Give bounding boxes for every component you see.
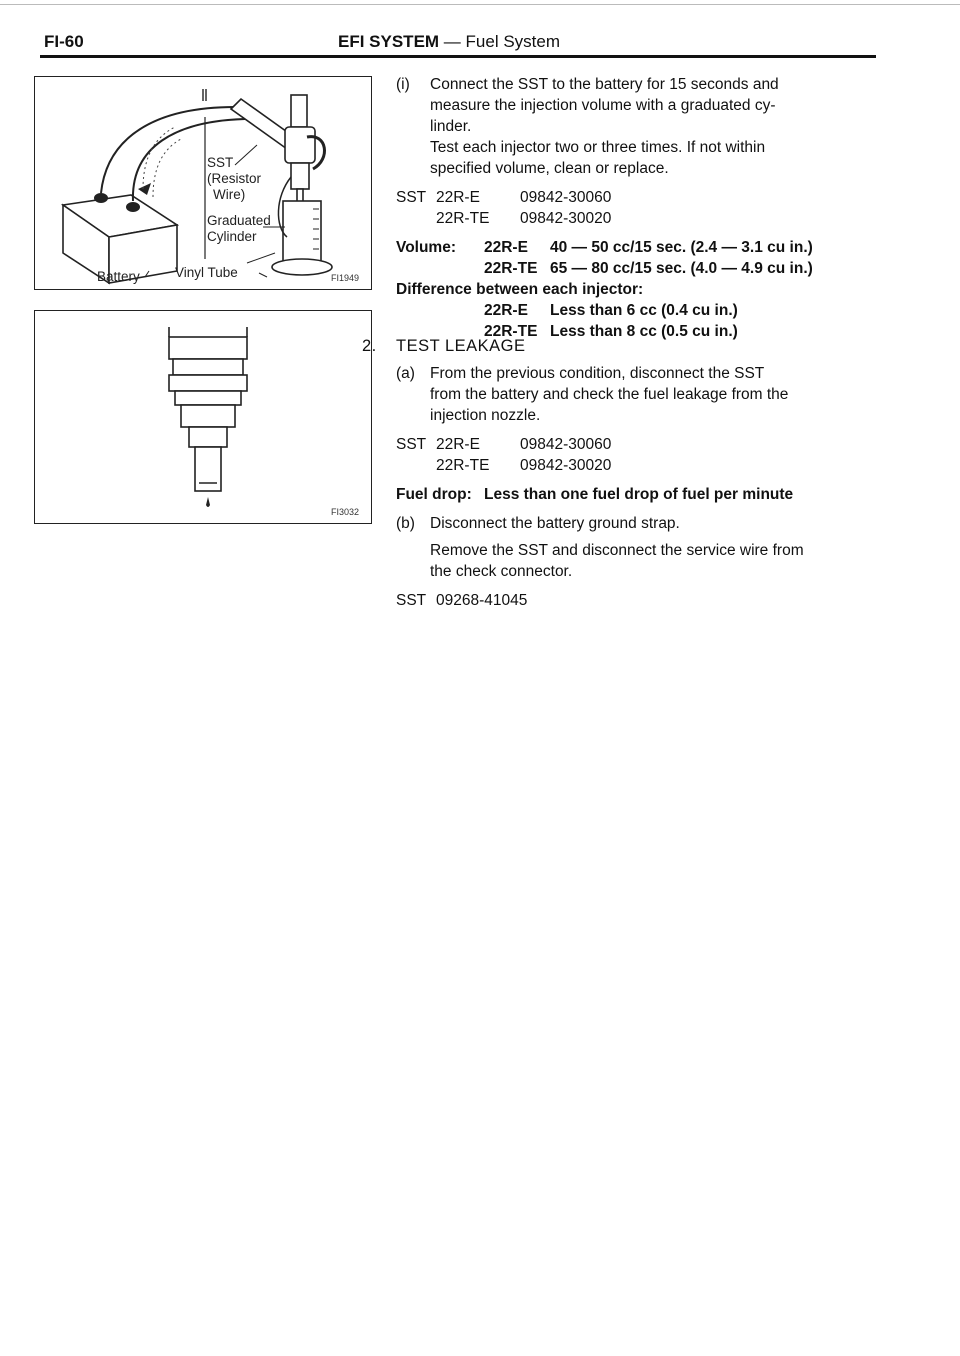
volume-value: 65 — 80 cc/15 sec. (4.0 — 4.9 cu in.) [550,260,813,277]
model-label: 22R-TE [436,457,490,474]
fuel-drop-value: Less than one fuel drop of fuel per minute [484,486,794,503]
step-i [396,74,880,179]
section-test-leakage [362,336,882,611]
difference-value: Less than 6 cc (0.4 cu in.) [550,302,738,319]
step-b [396,513,882,582]
header-subsection: — Fuel System [439,32,560,51]
model-label: 22R-E [436,436,480,453]
section-heading [362,336,882,357]
label-graduated: Graduated [207,213,271,228]
difference-value: Less than 8 cc (0.5 cu in.) [550,323,738,340]
model-label: 22R-E [484,239,528,256]
volume-spec [396,258,880,279]
sst-label: SST [396,592,427,609]
volume-value: 40 — 50 cc/15 sec. (2.4 — 3.1 cu in.) [550,239,813,256]
step-b-line: Remove the SST and disconnect the service wire from [430,542,804,559]
volume-spec [396,237,880,258]
top-edge-line [0,4,960,5]
page-header-title [338,32,560,52]
part-number: 09842-30020 [520,210,612,227]
page-number: FI-60 [44,32,84,51]
part-number: 09842-30020 [520,457,612,474]
label-resistor: (Resistor [207,171,262,186]
step-i-line: specified volume, clean or replace. [430,160,669,177]
sst-label: SST [396,189,427,206]
label-cylinder: Cylinder [207,229,257,244]
step-marker: (b) [396,515,415,532]
sst-label: SST [396,436,427,453]
sst-spec [396,208,880,229]
label-sst: SST [207,155,234,170]
header-section: EFI SYSTEM [338,32,440,51]
part-number: 09842-30060 [520,436,612,453]
sst-spec [396,455,882,476]
model-label: 22R-TE [484,323,538,340]
fuel-drop-spec [396,484,882,505]
label-vinyl-tube: Vinyl Tube [175,265,238,280]
injector-illustration [35,311,371,523]
step-i-line: Test each injector two or three times. If not within [430,139,766,156]
model-label: 22R-TE [484,260,538,277]
injection-test-illustration [35,77,371,289]
part-number: 09268-41045 [436,592,528,609]
step-b-line: the check connector. [430,563,573,580]
figure-code: FI3032 [331,507,360,517]
sst-spec [396,187,880,208]
section-title: TEST LEAKAGE [396,337,526,355]
part-number: 09842-30060 [520,189,612,206]
figure-code: FI1949 [331,273,360,283]
step-i-line: measure the injection volume with a graduated cy- [430,97,776,114]
step-i-line: linder. [430,118,472,135]
step-a-line: From the previous condition, disconnect the SST [430,365,765,382]
difference-spec [396,300,880,321]
step-a [396,363,882,426]
difference-label: Difference between each injector: [396,281,644,298]
step-marker: (a) [396,365,415,382]
step-i-line: Connect the SST to the battery for 15 seconds and [430,76,779,93]
section-number: 2. [362,337,377,355]
step-a-line: injection nozzle. [430,407,541,424]
label-battery: Battery [97,269,140,284]
figure-injector-leakage [34,310,372,524]
step-marker: (i) [396,76,410,93]
procedure-text [396,74,880,358]
step-b-line: Disconnect the battery ground strap. [430,515,680,532]
header-rule [40,55,876,58]
figure-injection-volume-test [34,76,372,290]
step-a-line: from the battery and check the fuel leakage from the [430,386,789,403]
model-label: 22R-TE [436,210,490,227]
sst-spec [396,434,882,455]
label-wire: Wire) [213,187,246,202]
sst-spec [396,590,882,611]
volume-label: Volume: [396,239,456,256]
fuel-drop-label: Fuel drop: [396,486,472,503]
model-label: 22R-E [484,302,528,319]
model-label: 22R-E [436,189,480,206]
